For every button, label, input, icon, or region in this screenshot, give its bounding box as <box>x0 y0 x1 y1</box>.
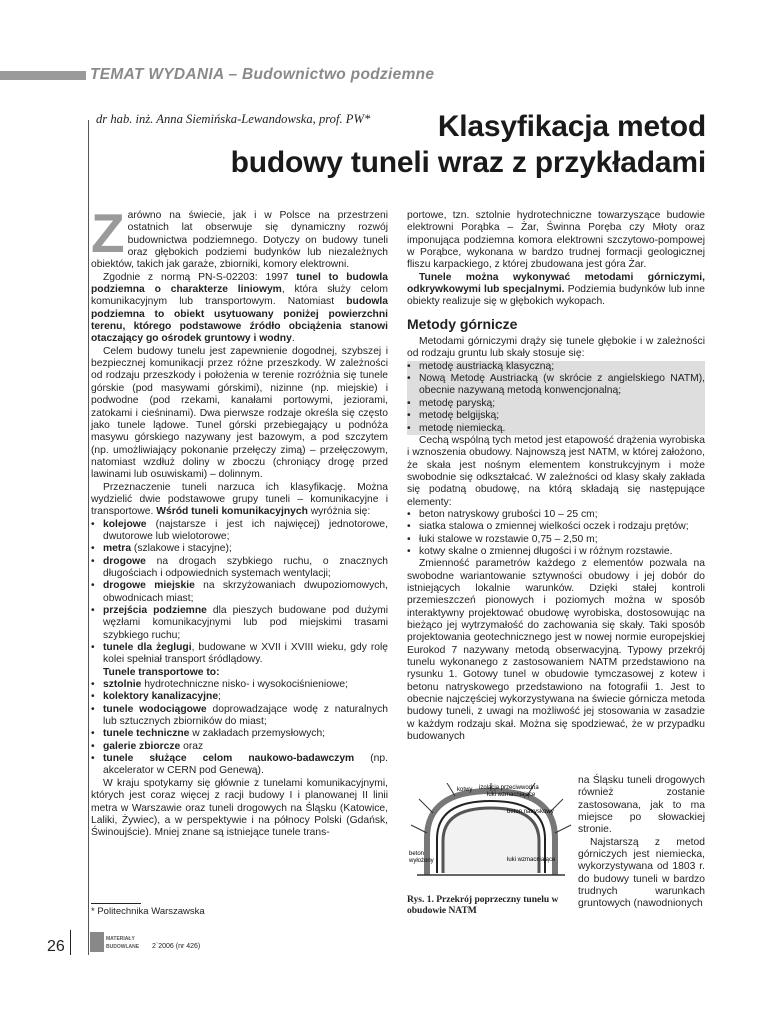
text-span: (szlakowe i stacyjne); <box>131 543 232 555</box>
methods-list-box <box>407 361 705 435</box>
bold-span: tunele dla żeglugi <box>103 642 192 654</box>
bold-span: tunele techniczne <box>103 728 190 740</box>
list-item: • siatka stalowa o zmiennej wielkości oczek i rodzaju prętów; <box>407 521 705 533</box>
left-column <box>91 202 389 840</box>
communication-tunnels-list <box>91 519 388 667</box>
svg-text:BUDOWLANE: BUDOWLANE <box>106 944 140 950</box>
intro-paragraph <box>91 202 388 272</box>
list-item <box>91 642 388 667</box>
bold-span: sztolnie <box>103 679 142 691</box>
bold-span: galerie zbiorcze <box>103 740 181 752</box>
footer-rule <box>70 930 71 955</box>
footnote-rule <box>91 903 141 904</box>
article-title-line-2: budowy tuneli wraz z przykładami <box>230 146 706 179</box>
list-item <box>91 605 388 642</box>
natm-elements-list <box>407 509 705 558</box>
text-span: Przeznaczenie tuneli narzuca ich klasyfikację. Można wydzielić dwie podstawowe grupy tuneli – komunikacyjne i transportowe. <box>91 481 388 518</box>
article-title-line-1: Klasyfikacja metod <box>437 110 706 143</box>
bold-span: kolejowe <box>103 518 147 530</box>
classification-paragraph <box>91 482 388 519</box>
column-rule <box>88 120 89 955</box>
section-band <box>0 71 86 80</box>
bold-span: kolektory kanalizacyjne <box>103 691 219 703</box>
methods-intro-paragraph <box>407 272 705 309</box>
german-method-paragraph: Najstarszą z metod górniczych jest niemiecka, wykorzystywana od 1803 r. do budowy tuneli w bardzo trudnych warunkach gruntowych (nawodnionych <box>578 836 705 910</box>
label-luki-top: łuki wzmacniające <box>487 792 536 798</box>
page-number: 26 <box>47 938 65 955</box>
bold-span: przejścia podziemne <box>103 605 207 616</box>
tunnel-cross-section-figure <box>407 783 575 881</box>
magazine-logo <box>90 932 148 952</box>
bold-span: tunel to budowla podziemna o charakterze liniowym <box>91 271 389 296</box>
list-item: • Nową Metodę Austriacką (w skrócie z angielskiego NATM), obecnie nazywaną metodą konwencjonalną; <box>407 373 705 398</box>
text-span: , budowane w XVII i XVIII wieku, gdy rolę kolei spełniał transport śródlądowy. <box>103 642 388 666</box>
text-span: doprowadzające wodę z naturalnych lub sztucznych zbiorników do miast; <box>103 703 388 728</box>
list-item <box>91 691 388 703</box>
label-wylozony: wyłożony <box>409 858 434 864</box>
figure-wrap-text <box>578 775 705 911</box>
purpose-paragraph: Celem budowy tunelu jest zapewnienie dogodnej, szybszej i bezpiecznej komunikacji przez różne przeszkody. W zależności od rodzaju przeszkody i położenia w terenie rozróżnia się tunele górskie (pod masywami górskimi), nizinne (np. miejskie) i podwodne (pod rzekami, kanałami portowymi, jeziorami, zatokami i cieśninami). Dwa pierwsze rodzaje określa się często jako tunele lądowe. Tunel górski przebiegający u podnóża masywu górskiego nazywany jest bazowym, a pod szczytem (np. umożliwiający pokonanie przełęczy zimą) – przełęczowym, natomiast wzdłuż doliny w zboczu (chroniący drogę przed lawinami lub osuwiskami) – dolinnym. <box>91 345 388 481</box>
bold-span: Tunele można wykonywać metodami górniczymi, odkrywkowymi lub specjalnymi. <box>407 271 705 296</box>
label-beton-natryskowy: beton natryskowy <box>507 809 554 815</box>
text-span: na skrzyżowaniach dwupoziomowych, obwodnicach miast; <box>103 580 388 604</box>
intro-text: arówno na świecie, jak i w Polsce na przestrzeni ostatnich lat obserwuje się dynamiczny rozwój budownictwa podziemnego. Dotyczy on budowy tuneli oraz głębokich podziemi budynków lub niezależnych obiektów, takich jak garaże, zbiorniki, komory elektrowni. <box>91 210 388 271</box>
issue-number: 2`2006 (nr 426) <box>152 943 201 950</box>
list-item <box>91 704 388 729</box>
bold-span: tunele wodociągowe <box>103 703 207 715</box>
inner-lining <box>443 808 539 873</box>
bold-span: budowla podziemna to obiekt usytuowany poniżej powierzchni terenu, którego podstawowe źródło obciążenia stanowi otaczający go ośrodek gruntowy i wodny <box>91 296 388 345</box>
text-span: Podziemia budynków lub inne obiekty realizuje się w głębokich wykopach. <box>407 284 705 308</box>
svg-text:MATERIAŁY: MATERIAŁY <box>106 936 135 942</box>
bold-span: drogowe miejskie <box>103 580 195 592</box>
label-izolacja: izolacja przeciwwodna <box>479 785 539 791</box>
label-beton: beton <box>409 851 425 857</box>
text-span: na drogach szybkiego ruchu, o znacznych długościach i odpowiednich systemach wentylacji; <box>103 555 388 579</box>
text-span: w zakładach przemysłowych; <box>189 728 326 740</box>
text-span: wyróżnia się: <box>307 506 371 518</box>
article-author: dr hab. inż. Anna Siemińska-Lewandowska, prof. PW* <box>96 112 371 126</box>
list-item <box>91 556 388 581</box>
continuation-paragraph: na Śląsku tuneli drogowych również zostanie zastosowana, jak to ma miejsce po słowackiej stronie. <box>578 775 705 836</box>
label-kotwy: kotwy <box>457 787 473 793</box>
list-item <box>91 580 388 605</box>
text-span: hydrotechniczne nisko- i wysokociśnieniowe; <box>141 679 348 691</box>
natm-paragraph: Cechą wspólną tych metod jest etapowość drążenia wyrobiska i wznoszenia obudowy. Najnowszą jest NATM, w której założono, że skała jest nośnym elementem konstrukcyjnym i może swobodnie się odkształcać. W zależności od klasy skały zakłada się podatną obudowę, na którą składają się następujące elementy: <box>407 434 705 508</box>
list-item: • beton natryskowy grubości 10 – 25 cm; <box>407 509 705 521</box>
bold-span: Wśród tuneli komunikacyjnych <box>156 506 308 518</box>
list-item <box>91 741 388 753</box>
transport-tunnels-list <box>91 679 388 778</box>
definition-paragraph <box>91 272 388 346</box>
list-item <box>91 728 388 740</box>
drop-cap: Z <box>91 202 125 264</box>
right-column <box>407 210 705 743</box>
mining-methods-paragraph: Metodami górniczymi drąży się tunele głębokie i w zależności od rodzaju gruntu lub skały stosuje się: <box>407 336 705 360</box>
domestic-paragraph: W kraju spotykamy się głównie z tunelami komunikacyjnymi, których jest coraz więcej z racji budowy I i planowanej II linii metra w Warszawie oraz tuneli drogowych na Śląsku (Katowice, Laliki, Żywiec), a w perspektywie i na północy Polski (Gdańsk, Świnoujście). Mniej znane są istniejące tunele trans- <box>91 777 388 839</box>
bold-span: metra <box>103 543 132 555</box>
continuation-paragraph: portowe, tzn. sztolnie hydrotechniczne towarzyszące budowie elektrowni Porąbka – Żar, Świnna Poręba czy Młoty oraz imponująca podziemna komora elektrowni szczytowo-pompowej w Porąbce, wykonana w bardzo trudnej formacji geologicznej fliszu karpackiego, z której zbudowana jest góra Żar. <box>407 210 705 271</box>
text-span: , która służy celom komunikacyjnym lub transportowym. Natomiast <box>91 284 388 308</box>
text-span: Zgodnie z normą PN-S-02203: 1997 <box>103 271 297 283</box>
logo-mark <box>90 932 104 952</box>
bold-span: tunele służące celom naukowo-badawczym <box>103 753 355 765</box>
footnote: * Politechnika Warszawska <box>91 906 205 917</box>
list-item <box>91 753 388 778</box>
list-item: • kotwy skalne o zmiennej długości i w różnym rozstawie. <box>407 546 705 558</box>
observational-method-paragraph: Zmienność parametrów każdego z elementów pozwala na swobodne wariantowanie sztywności obudowy i jej dobór do istniejących lokalnie warunków. Dzięki stałej kontroli przemieszczeń pionowych i poziomych można w sposób interaktywny projektować obudowę wyrobiska, dostosowując na bieżąco jej wytrzymałość do zachowania się skały. Taki sposób projektowania geotechnicznego jest w nowej normie europejskiej Eurokod 7 nazywany metodą obserwacyjną. Typowy przekrój tunelu wykonanego z zastosowaniem NATM przedstawiono na rysunku 1. Gotowy tunel w obudowie tymczasowej z kotew i betonu natryskowego przedstawiono na fotografii 1. Jest to obecnie najczęściej wykorzystywana na świecie górnicza metoda budowy tuneli, z uwagi na możliwość jej stosowania w zasadzie w każdym rodzaju skał. Można się spodziewać, że w przypadku budowanych <box>407 558 705 743</box>
text-span: ; <box>218 691 221 703</box>
list-item <box>91 679 388 691</box>
list-item: • łuki stalowe w rozstawie 0,75 – 2,50 m; <box>407 534 705 546</box>
text-span: (np. akcelerator w CERN pod Genewą). <box>103 753 388 777</box>
list-item <box>91 543 388 555</box>
bold-span: Tunele transportowe to: <box>103 666 220 678</box>
figure-caption: Rys. 1. Przekrój poprzeczny tunelu w obudowie NATM <box>407 895 559 916</box>
transport-heading <box>91 667 388 679</box>
bold-span: drogowe <box>103 555 146 567</box>
section-title: TEMAT WYDANIA – Budownictwo podziemne <box>90 66 435 83</box>
text-span: . <box>291 333 295 345</box>
list-item: • metodę paryską; <box>407 398 705 410</box>
list-item: • metodę belgijską; <box>407 410 705 422</box>
list-item: • metodę niemiecką. <box>407 423 705 435</box>
list-item: • metodę austriacką klasyczną; <box>407 361 705 373</box>
text-span: oraz <box>180 740 204 752</box>
text-span: (najstarsze i jest ich najwięcej) jednotorowe, dwutorowe lub wielotorowe; <box>103 518 388 542</box>
subheading-mining-methods: Metody górnicze <box>407 315 518 332</box>
label-luki-wzmacniajace: łuki wzmacniające <box>507 857 556 863</box>
text-span: dla pieszych budowane pod dużymi węzłami komunikacyjnymi lub pod miejskimi trasami szybkiego ruchu; <box>103 605 388 641</box>
list-item <box>91 519 388 544</box>
